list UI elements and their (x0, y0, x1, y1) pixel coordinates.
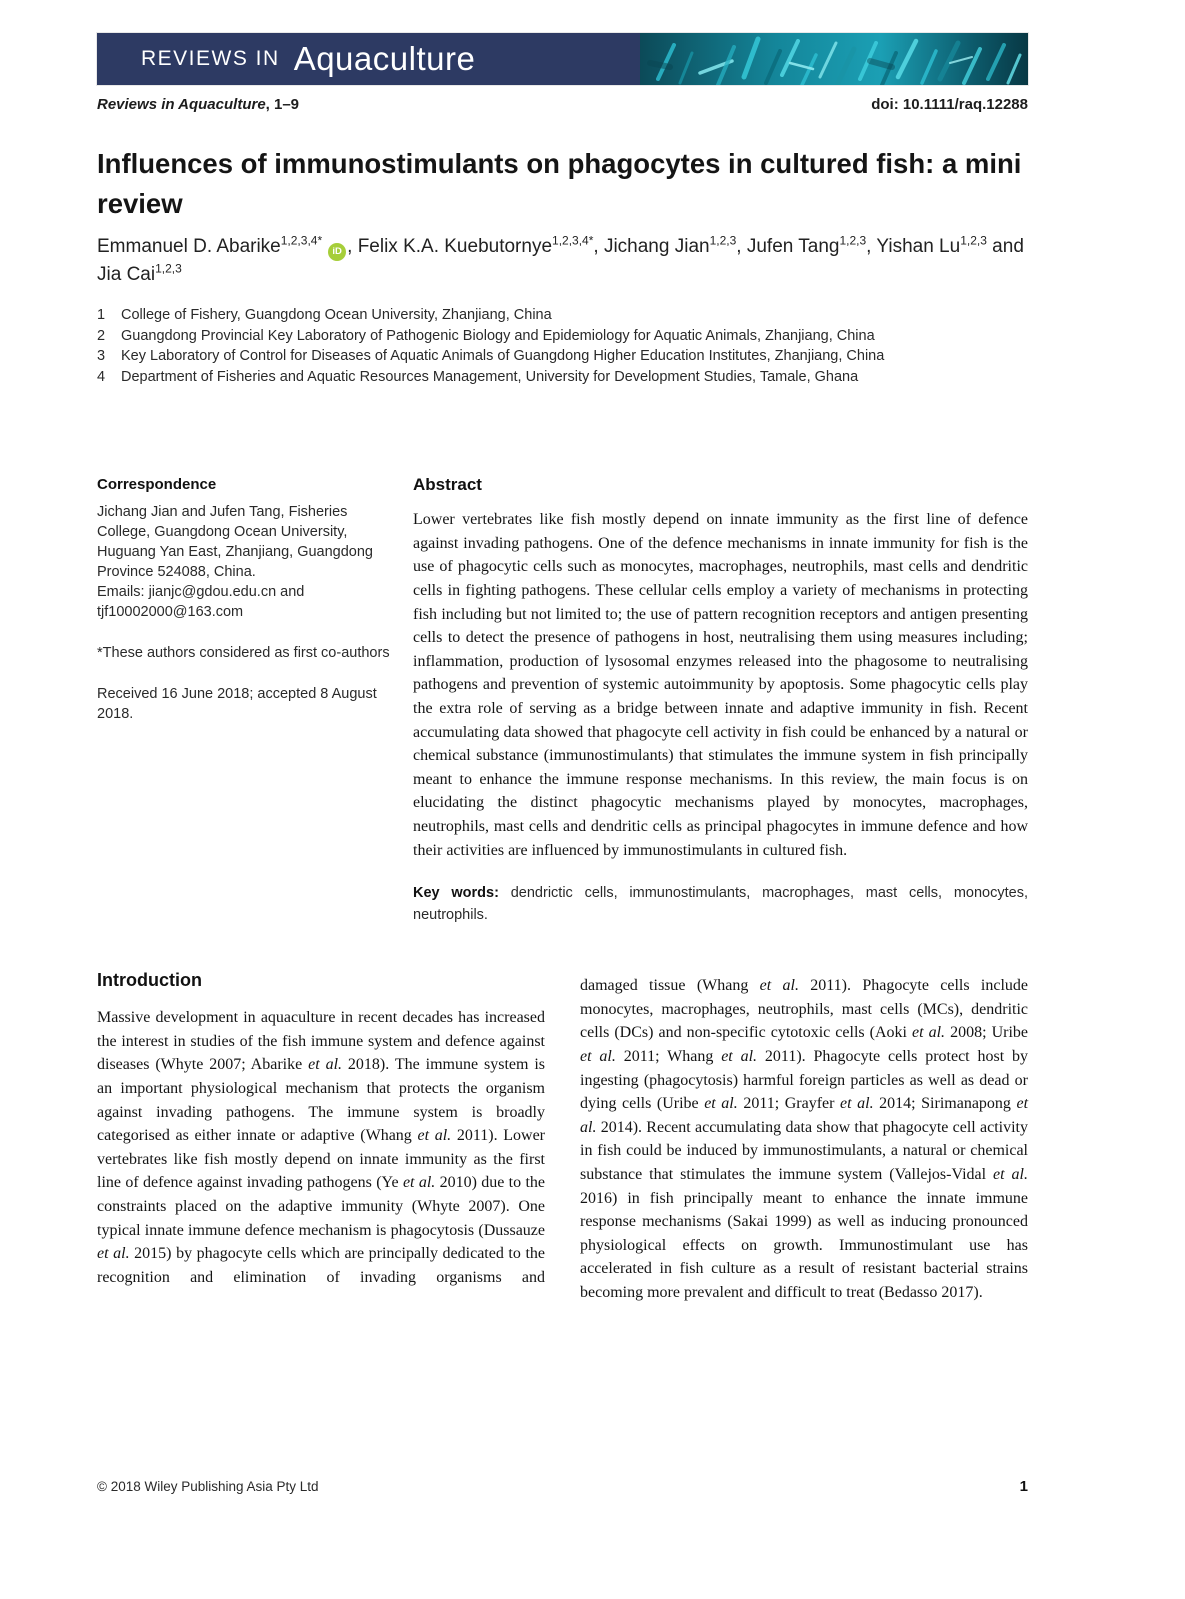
correspondence-heading: Correspondence (97, 476, 217, 494)
affiliation-number: 4 (97, 368, 106, 385)
affiliation-item (97, 305, 1028, 326)
copyright-text: © 2018 Wiley Publishing Asia Pty Ltd (97, 1479, 319, 1494)
journal-banner-title (97, 33, 640, 85)
article-title: Influences of immunostimulants on phagocytes in cultured fish: a mini review (97, 148, 1022, 219)
author (746, 233, 877, 257)
author-name: Yishan Lu (876, 235, 961, 257)
author-separator: , (736, 235, 747, 257)
affiliation-text: Department of Fisheries and Aquatic Resources Management, University for Development Studies, Tamale, Ghana (121, 368, 859, 385)
affiliation-item (97, 346, 1028, 367)
abstract-body: Lower vertebrates like fish mostly depend on innate immunity as the first line of defence against invading pathogens. One of the defence mechanisms in innate immunity for fish is the use of phagocytic cells such as monocytes, macrophages, neutrophils, mast cells and dendritic cells in fighting pathogens. These cellular cells employ a variety of mechanisms in protecting fish including but not limited to; the use of pattern recognition receptors and antigen presenting cells to detect the presence of pathogens in host, neutralising them using measures including; inflammation, production of lysosomal enzymes released into the phagosome to neutralising pathogens and prevention of systemic autoimmunity by apoptosis. Some phagocytic cells play the extra role of serving as a bridge between innate and adaptive immunity in fish. Recent accumulating data showed that phagocyte cell activity in fish could be enhanced by a natural or chemical substance (immunostimulants) that stimulates the immune system in fish principally meant to enhance the immune response mechanisms. In this review, the main focus is on elucidating the distinct phagocytic mechanisms played by monocytes, macrophages, neutrophils, mast cells and dendritic cells as principal phagocytes in immune defence and how their activities are influenced by immunostimulants in cultured fish. (413, 511, 1028, 859)
keywords-label: Key words: (413, 885, 499, 902)
correspondence-block (97, 475, 390, 926)
page-footer (97, 1478, 1028, 1495)
banner-series-label: REVIEWS IN (141, 47, 280, 70)
author-affil-sup: 1,2,3 (709, 233, 737, 248)
correspondence-address: Jichang Jian and Jufen Tang, Fisheries College, Guangdong Ocean University, Huguang Yan East, Zhanjiang, Guangdong Province 524088, China. (97, 504, 373, 581)
affiliation-text: College of Fishery, Guangdong Ocean University, Zhanjiang, China (121, 307, 552, 324)
author-affil-sup: 1,2,3,4* (552, 233, 594, 248)
received-accepted-dates: Received 16 June 2018; accepted 8 August 2018. (97, 686, 377, 723)
journal-banner (97, 33, 1028, 85)
author-name: Jichang Jian (603, 235, 710, 257)
orcid-icon[interactable]: iD (328, 243, 346, 261)
affiliation-item (97, 326, 1028, 347)
author (97, 233, 358, 257)
journal-reference-pages: , 1–9 (265, 96, 300, 113)
correspondence-emails: Emails: jianjc@gdou.edu.cn and tjf10002000@163.com (97, 584, 305, 621)
page-number: 1 (1019, 1478, 1028, 1495)
abstract-block (413, 475, 1028, 926)
introduction-column-left (97, 970, 545, 1304)
author-list (97, 233, 1028, 289)
introduction-section (97, 970, 1028, 1304)
introduction-heading: Introduction (97, 970, 202, 991)
affiliation-number: 2 (97, 327, 106, 344)
author-separator: , (593, 235, 604, 257)
author-affil-sup: 1,2,3 (155, 261, 182, 276)
banner-fish-photo (640, 33, 1028, 85)
journal-reference (97, 96, 299, 113)
keywords-text: dendrictic cells, immunostimulants, macrophages, mast cells, monocytes, neutrophils. (413, 885, 1028, 923)
author-separator: , (347, 235, 358, 257)
author-name: Jufen Tang (746, 235, 840, 257)
abstract-heading: Abstract (413, 475, 482, 495)
author-separator: and (986, 235, 1024, 257)
meta-row (97, 96, 1028, 113)
affiliation-text: Guangdong Provincial Key Laboratory of Pathogenic Biology and Epidemiology for Aquatic Animals, Zhanjiang, China (121, 327, 875, 344)
author-affil-sup: 1,2,3,4* (280, 233, 323, 248)
affiliation-number: 1 (97, 307, 106, 324)
first-coauthor-note: *These authors considered as first co-authors (97, 645, 390, 662)
author (876, 233, 1024, 257)
keywords-line (413, 883, 1028, 926)
author-affil-sup: 1,2,3 (839, 233, 867, 248)
banner-journal-name: Aquaculture (293, 40, 476, 77)
author-name: Jia Cai (97, 263, 156, 285)
introduction-column-right (580, 970, 1028, 1304)
affiliation-text: Key Laboratory of Control for Diseases of Aquatic Animals of Guangdong Higher Education Institutes, Zhanjiang, China (121, 348, 885, 365)
journal-reference-title: Reviews in Aquaculture (97, 96, 266, 113)
author-name: Felix K.A. Kuebutornye (357, 235, 553, 257)
author-name: Emmanuel D. Abarike (97, 235, 281, 257)
author (97, 261, 182, 285)
author-separator: , (866, 235, 877, 257)
affiliation-item (97, 367, 1028, 388)
doi-text: doi: 10.1111/raq.12288 (871, 96, 1028, 113)
author (357, 233, 604, 257)
affiliation-list (97, 305, 1028, 387)
introduction-paragraph-right: damaged tissue (Whang et al. 2011). Phagocyte cells include monocytes, macrophages, neutrophils, mast cells (MCs), dendritic cells (DCs) and non-specific cytotoxic cells (Aoki et al. 2008; Uribe et al. 2011; Whang et al. 2011). Phagocyte cells protect host by ingesting (phagocytosis) harmful foreign particles as well as dead or dying cells (Uribe et al. 2011; Grayfer et al. 2014; Sirimanapong et al. 2014). Recent accumulating data show that phagocyte cell activity in fish could be induced by immunostimulants, a natural or chemical substance that stimulates the immune system (Vallejos-Vidal et al. 2016) in fish principally meant to enhance the innate immune response mechanisms (Sakai 1999) as well as inducing pronounced physiological effects on growth. Immunostimulant use has accelerated in fish culture as a result of resistant bacterial strains becoming more prevalent and difficult to treat (Bedasso 2017). (580, 977, 1029, 1301)
author (603, 233, 747, 257)
affiliation-number: 3 (97, 348, 106, 365)
introduction-paragraph-left: Massive development in aquaculture in recent decades has increased the interest in studies of the fish immune system and defence against diseases (Whyte 2007; Abarike et al. 2018). The immune system is an important physiological mechanism that protects the organism against invading pathogens. The immune system is broadly categorised as either innate or adaptive (Whang et al. 2011). Lower vertebrates like fish mostly depend on innate immunity as the first line of defence against invading pathogens (Ye et al. 2010) due to the constraints placed on the adaptive immunity (Whyte 2007). One typical innate immune defence mechanism is phagocytosis (Dussauze et al. 2015) by phagocyte cells which are principally dedicated to the recognition and elimination of invading organisms and (97, 1009, 546, 1286)
author-affil-sup: 1,2,3 (960, 233, 987, 248)
